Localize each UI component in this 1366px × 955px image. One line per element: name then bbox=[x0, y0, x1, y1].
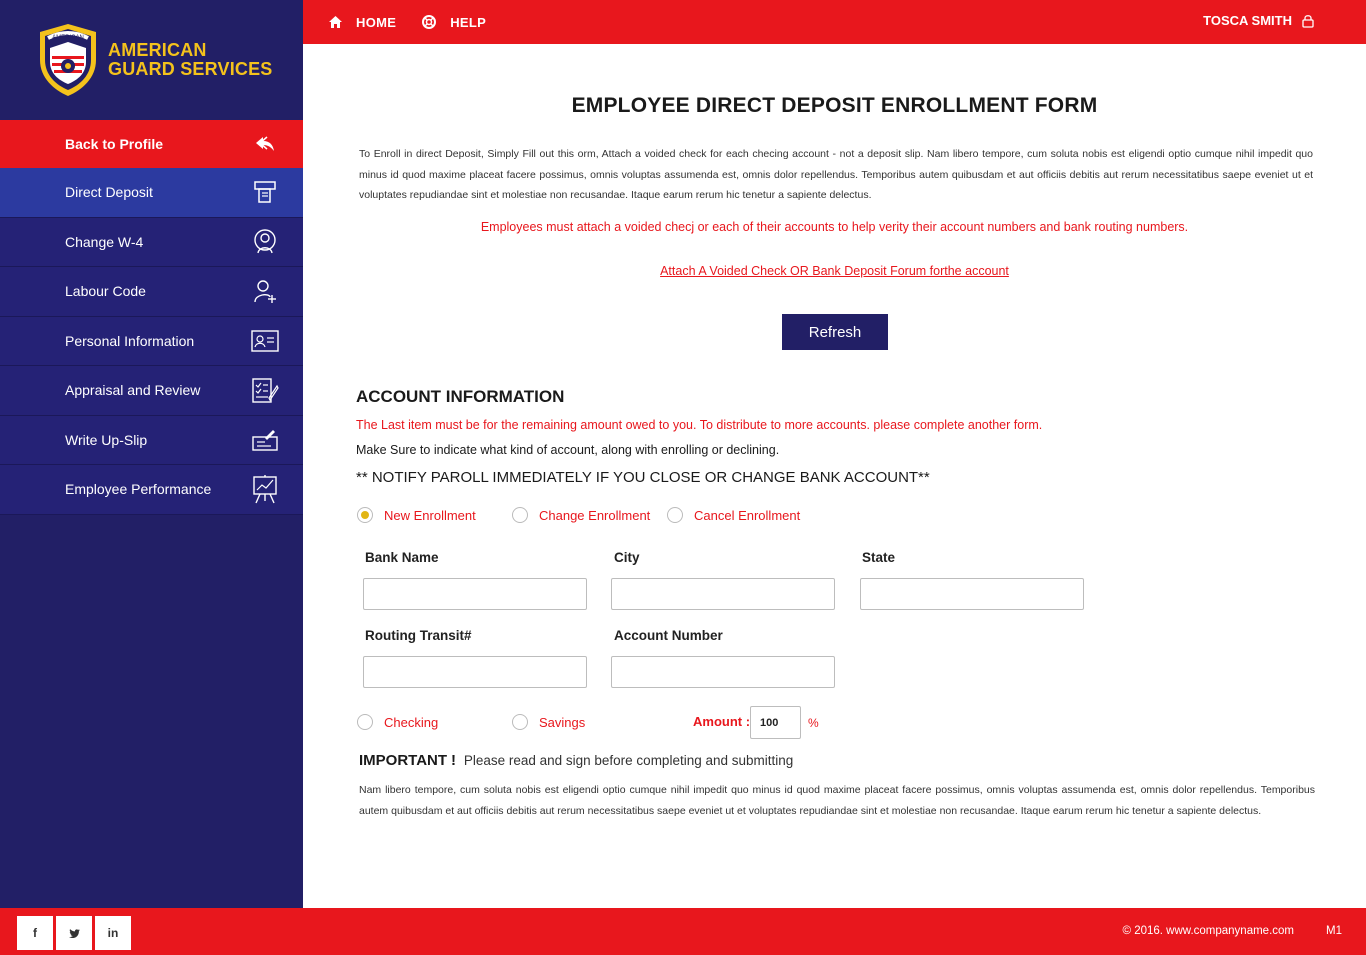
help-link[interactable] bbox=[422, 15, 486, 30]
city-input[interactable] bbox=[611, 578, 835, 610]
brand-line-1: AMERICAN bbox=[108, 40, 207, 60]
copyright-text: © 2016. www.companyname.com bbox=[1122, 925, 1294, 937]
savings-radio[interactable] bbox=[512, 714, 528, 730]
home-icon bbox=[329, 16, 342, 28]
state-input[interactable] bbox=[860, 578, 1084, 610]
checking-option[interactable] bbox=[357, 714, 438, 730]
voided-check-warning: Employees must attach a voided checj or each of their accounts to help verity their account numbers and bank routing numbers. bbox=[480, 220, 1189, 234]
write-slip-icon bbox=[251, 426, 279, 454]
checking-label: Checking bbox=[384, 714, 439, 730]
account-kind-note: Make Sure to indicate what kind of account, along with enrolling or declining. bbox=[356, 443, 780, 457]
sidebar-item-label: Labour Code bbox=[65, 283, 146, 300]
user-name: TOSCA SMITH bbox=[1203, 13, 1292, 28]
presentation-chart-icon bbox=[251, 475, 279, 503]
sidebar-item-label: Change W-4 bbox=[65, 233, 144, 250]
sidebar-item-label: Personal Information bbox=[65, 332, 195, 349]
page-title: EMPLOYEE DIRECT DEPOSIT ENROLLMENT FORM bbox=[571, 94, 1098, 117]
linkedin-icon[interactable]: in bbox=[95, 916, 131, 950]
bank-name-input[interactable] bbox=[363, 578, 587, 610]
version-label: M1 bbox=[1326, 925, 1342, 937]
sidebar-item-labour-code[interactable] bbox=[0, 267, 303, 317]
brand-line-2: GUARD SERVICES bbox=[108, 59, 273, 79]
notify-payroll-note: ** NOTIFY PAROLL IMMEDIATELY IF YOU CLOSE OR CHANGE BANK ACCOUNT** bbox=[356, 469, 930, 486]
new-enrollment-label: New Enrollment bbox=[384, 507, 476, 523]
checklist-icon bbox=[251, 376, 279, 404]
cancel-enrollment-option[interactable] bbox=[667, 507, 800, 523]
id-card-icon bbox=[251, 327, 279, 355]
person-icon bbox=[251, 228, 279, 256]
main-content bbox=[303, 44, 1366, 908]
brand-name bbox=[108, 41, 273, 79]
important-heading bbox=[359, 752, 793, 769]
cancel-enrollment-label: Cancel Enrollment bbox=[694, 507, 801, 523]
attach-voided-check-link[interactable]: Attach A Voided Check OR Bank Deposit Forum forthe account bbox=[660, 264, 1009, 278]
home-link[interactable] bbox=[329, 15, 396, 30]
sidebar-item-appraisal-review[interactable] bbox=[0, 366, 303, 416]
shield-logo-icon bbox=[36, 22, 100, 98]
routing-transit-label: Routing Transit# bbox=[365, 628, 472, 643]
account-information-heading: ACCOUNT INFORMATION bbox=[356, 387, 565, 406]
deposit-slip-icon bbox=[251, 178, 279, 206]
reply-arrow-icon bbox=[255, 136, 275, 152]
sidebar-item-personal-information[interactable] bbox=[0, 317, 303, 367]
top-nav-bar bbox=[303, 0, 1366, 44]
change-enrollment-radio[interactable] bbox=[512, 507, 528, 523]
sidebar-item-label: Direct Deposit bbox=[65, 184, 153, 201]
account-number-label: Account Number bbox=[614, 628, 723, 643]
lock-icon bbox=[1302, 14, 1314, 28]
routing-transit-input[interactable] bbox=[363, 656, 587, 688]
account-number-input[interactable] bbox=[611, 656, 835, 688]
amount-label: Amount : bbox=[693, 714, 751, 729]
amount-unit: % bbox=[808, 716, 819, 730]
new-enrollment-option[interactable] bbox=[357, 507, 476, 523]
user-add-icon bbox=[251, 277, 279, 305]
back-to-profile-label: Back to Profile bbox=[65, 136, 164, 152]
change-enrollment-label: Change Enrollment bbox=[539, 507, 651, 523]
checking-radio[interactable] bbox=[357, 714, 373, 730]
sidebar-item-employee-performance[interactable] bbox=[0, 465, 303, 515]
savings-label: Savings bbox=[539, 714, 586, 730]
last-item-note: The Last item must be for the remaining amount owed to you. To distribute to more accounts. please complete another form. bbox=[356, 418, 1043, 432]
sidebar-item-change-w4[interactable] bbox=[0, 218, 303, 268]
important-paragraph: Nam libero tempore, cum soluta nobis est eligendi optio cumque nihil impedit quo minus id quod maxime placeat facere possimus, omnis voluptas assumenda est, omnis dolor repellendus. Temporibus autem quibusdam et aut officiis debitis aut rerum necessitatibus saepe eveniet ut et voluptates repudiandae sint et molestiae non recusandae. Itaque earum rerum hic tenetur a sapiente delectus. bbox=[359, 784, 1315, 817]
back-to-profile-button[interactable] bbox=[0, 120, 303, 168]
state-label: State bbox=[862, 550, 896, 565]
footer bbox=[0, 908, 1366, 955]
sidebar-item-direct-deposit[interactable] bbox=[0, 168, 303, 218]
city-label: City bbox=[614, 550, 640, 565]
lifebuoy-icon bbox=[422, 15, 436, 29]
intro-paragraph: To Enroll in direct Deposit, Simply Fill out this orm, Attach a voided check for each checing account - not a deposit slip. Nam libero tempore, cum soluta nobis est eligendi optio cumque nihil impedit quo minus id quod maxime placeat facere possimus, omnis voluptas assumenda est, omnis dolor repellendus. Temporibus autem quibusdam et aut officiis debitis aut rerum necessitatibus saepe eveniet ut et voluptates repudiandae sint et molestiae non recusandae. Itaque earum rerum hic tenetur a sapiente delectus. bbox=[359, 148, 1313, 201]
change-enrollment-option[interactable] bbox=[512, 507, 650, 523]
sidebar-item-label: Employee Performance bbox=[65, 481, 212, 498]
new-enrollment-radio[interactable] bbox=[357, 507, 373, 523]
logo[interactable] bbox=[0, 0, 303, 120]
important-subtitle: Please read and sign before completing and submitting bbox=[463, 753, 794, 768]
important-bang: ! bbox=[451, 752, 457, 769]
sidebar-item-label: Appraisal and Review bbox=[65, 382, 201, 399]
refresh-button[interactable]: Refresh bbox=[782, 314, 888, 350]
bank-name-label: Bank Name bbox=[365, 550, 439, 565]
user-menu[interactable] bbox=[1203, 13, 1314, 28]
sidebar bbox=[0, 0, 303, 908]
sidebar-item-write-up-slip[interactable] bbox=[0, 416, 303, 466]
sidebar-item-label: Write Up-Slip bbox=[65, 431, 148, 448]
savings-option[interactable] bbox=[512, 714, 585, 730]
twitter-icon[interactable] bbox=[56, 916, 92, 950]
important-label: IMPORTANT bbox=[359, 752, 448, 769]
svg-text:AMERICAN: AMERICAN bbox=[52, 35, 84, 41]
cancel-enrollment-radio[interactable] bbox=[667, 507, 683, 523]
facebook-icon[interactable]: f bbox=[17, 916, 53, 950]
help-label: HELP bbox=[450, 14, 487, 30]
amount-input[interactable]: 100 bbox=[750, 706, 801, 739]
home-label: HOME bbox=[356, 14, 397, 30]
